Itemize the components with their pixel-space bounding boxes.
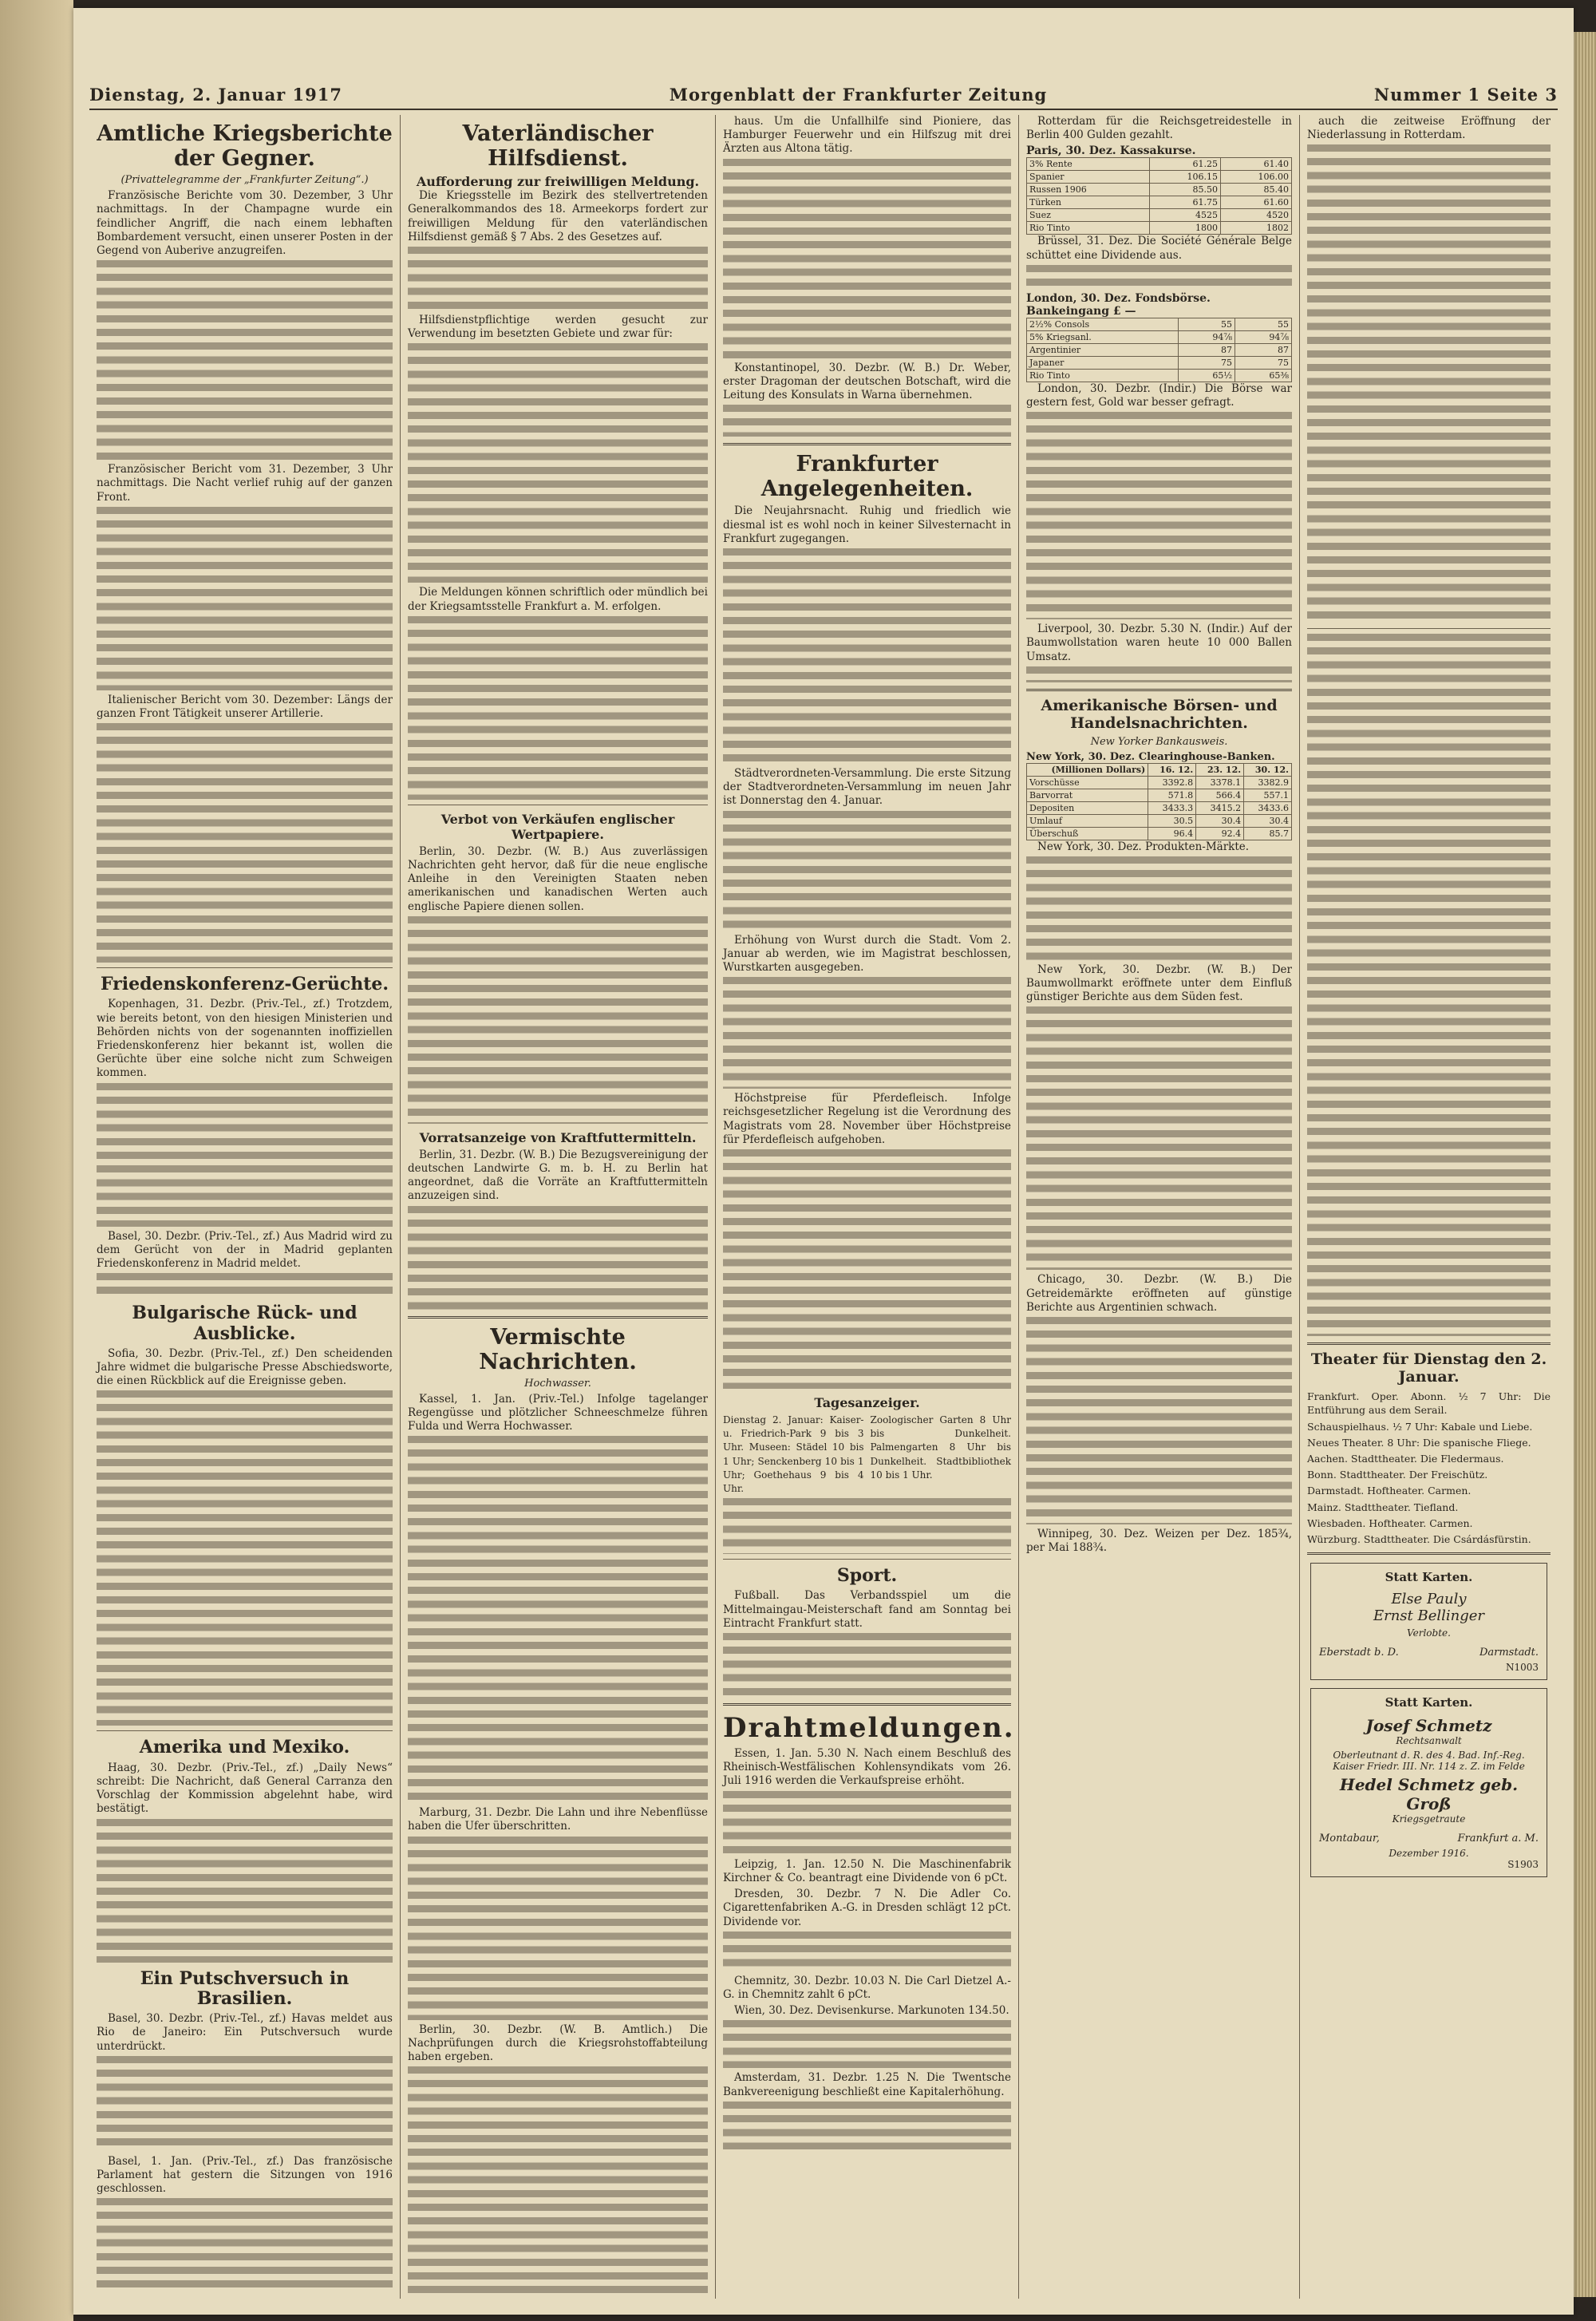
masthead-date: Dienstag, 2. Januar 1917 (89, 84, 342, 105)
table-cell: 85.50 (1150, 184, 1221, 196)
ny-clearing-table (1026, 763, 1292, 840)
article-paragraph: Basel, 1. Jan. (Priv.-Tel., zf.) Das französische Parlament hat gestern die Sitzungen von 1916 geschlossen. (97, 2154, 393, 2196)
article-paragraph: Marburg, 31. Dezbr. Die Lahn und ihre Nebenflüsse haben die Ufer überschritten. (408, 1806, 708, 1833)
table-cell: 85.7 (1244, 827, 1292, 840)
masthead-page-number: Nummer 1 Seite 3 (1373, 84, 1558, 105)
headline-america-mexico: Amerika und Mexiko. (139, 1737, 350, 1758)
table-cell: 1800 (1150, 222, 1221, 235)
wedding-notice (1310, 1688, 1547, 1877)
text-block (723, 2020, 1011, 2068)
headline-miscellaneous: Vermischte Nachrichten. (479, 1324, 637, 1374)
table-cell: 566.4 (1196, 789, 1244, 801)
article-paragraph: Leipzig, 1. Jan. 12.50 N. Die Maschinenfabrik Kirchner & Co. beantragt eine Dividende von 6 pCt. (723, 1857, 1011, 1884)
headline-brazil-putsch: Ein Putschversuch in Brasilien. (140, 1967, 350, 2009)
text-block (723, 548, 1011, 764)
notice-name: Else Pauly (1391, 1591, 1467, 1608)
notice-places (1319, 1833, 1539, 1845)
paris-row (1027, 209, 1292, 222)
table-cell: 87 (1235, 343, 1292, 356)
article-paragraph: Essen, 1. Jan. 5.30 N. Nach einem Beschluß des Rheinisch-Westfälischen Kohlensyndikats vom 26. Juli 1916 werden die Verkaufspreise erhöht. (723, 1747, 1011, 1788)
text-block (723, 1791, 1011, 1855)
table-cell: 3378.1 (1196, 776, 1244, 789)
text-block (1026, 666, 1292, 682)
column-4 (1019, 115, 1300, 2299)
table-cell: 96.4 (1148, 827, 1196, 840)
text-block (97, 1083, 393, 1227)
table-cell: Rio Tinto (1027, 222, 1150, 235)
subhead-war-reports: (Privattelegramme der „Frankfurter Zeitung“.) (120, 174, 369, 187)
table-cell: 30.5 (1148, 814, 1196, 827)
article-paragraph: Sofia, 30. Dezbr. (Priv.-Tel., zf.) Den scheidenden Jahre widmet die bulgarische Presse Abschiedsworte, die einen Rückblick auf die Ereignisse geben. (97, 1346, 393, 1388)
table-cell: Umlauf (1027, 814, 1148, 827)
columns (89, 115, 1558, 2299)
table-cell: 30.4 (1196, 814, 1244, 827)
text-block (723, 159, 1011, 358)
theater-listing: Wiesbaden. Hoftheater. Carmen. (1307, 1516, 1473, 1529)
table-cell: 61.75 (1150, 196, 1221, 209)
table-cell: 75 (1235, 356, 1292, 369)
text-block (97, 1819, 393, 1963)
table-cell: 61.25 (1150, 158, 1221, 171)
subhead-auxiliary-service: Aufforderung zur freiwilligen Meldung. (416, 174, 700, 190)
text-block (723, 2102, 1011, 2149)
article-paragraph: Wien, 30. Dez. Devisenkurse. Markunoten 134.50. (734, 2004, 1009, 2018)
table-cell: 3382.9 (1244, 776, 1292, 789)
table-cell: 85.40 (1221, 184, 1292, 196)
table-cell: 106.15 (1150, 171, 1221, 184)
ny-clearing-row (1027, 814, 1292, 827)
table-cell: 55 (1235, 318, 1292, 330)
article-paragraph: Hilfsdienstpflichtige werden gesucht zur Verwendung im besetzten Gebiete und zwar für: (408, 313, 708, 341)
headline-frankfurt-affairs: Frankfurter Angelegenheiten. (760, 452, 974, 502)
article-paragraph: Berlin, 30. Dezbr. (W. B.) Aus zuverlässigen Nachrichten geht hervor, daß für die neue englische Anleihe in den Vereinigten Staaten neben amerikanischen und kanadischen Werten auch englische Papiere dienen sollen. (408, 844, 708, 913)
table-cell: 3392.8 (1148, 776, 1196, 789)
subhead-flood: Hochwasser. (524, 1377, 591, 1390)
table-header-cell: (Millionen Dollars) (1027, 763, 1148, 776)
article-paragraph: Städtverordneten-Versammlung. Die erste Sitzung der Stadtverordneten-Versammlung im neuen Jahr ist Donnerstag den 4. Januar. (723, 766, 1011, 808)
notice-code: N1003 (1505, 1662, 1539, 1674)
article-paragraph: auch die zeitweise Eröffnung der Niederlassung in Rotterdam. (1307, 115, 1551, 142)
article-paragraph: New York, 30. Dezbr. (W. B.) Der Baumwollmarkt eröffnete unter dem Einfluß günstiger Berichte aus dem Süden fest. (1026, 963, 1292, 1004)
notice-place-right: Darmstadt. (1479, 1647, 1539, 1659)
article-paragraph: Haag, 30. Dezbr. (Priv.-Tel., zf.) „Daily News“ schreibt: Die Nachricht, daß General Carranza den Vorschlag der Kommission abgelehnt habe, wird bestätigt. (97, 1761, 393, 1816)
text-block (97, 2056, 393, 2152)
text-block (723, 1633, 1011, 1697)
table-cell: Argentinier (1027, 343, 1179, 356)
divider (1307, 1552, 1551, 1555)
table-cell: 55 (1179, 318, 1235, 330)
headline-theater: Theater für Dienstag den 2. Januar. (1310, 1350, 1547, 1386)
table-cell: 65½ (1179, 369, 1235, 382)
daily-listings (723, 1414, 1011, 1498)
text-block (1026, 856, 1292, 960)
divider (1307, 1342, 1551, 1345)
notice-name: Hedel Schmetz geb. Groß (1339, 1775, 1519, 1814)
headline-sport: Sport. (836, 1565, 898, 1587)
divider (1026, 689, 1292, 691)
article-paragraph: Liverpool, 30. Dezbr. 5.30 N. (Indir.) Auf der Baumwollstation waren heute 10 000 Ballen Umsatz. (1026, 623, 1292, 663)
article-paragraph: Die Meldungen können schriftlich oder mündlich bei der Kriegsamtsstelle Frankfurt a. M. erfolgen. (408, 586, 708, 613)
paris-row (1027, 196, 1292, 209)
table-cell: 106.00 (1221, 171, 1292, 184)
article-paragraph: Konstantinopel, 30. Dezbr. (W. B.) Dr. Weber, erster Dragoman der deutschen Botschaft, wird die Leitung des Konsulats in Warna übernehmen. (723, 361, 1011, 402)
table-cell: Suez (1027, 209, 1150, 222)
daily-listings-right: Zoologischer Garten 8 Uhr bis Dunkelheit. Palmengarten 8 Uhr bis Dunkelheit. Stadtbibliothek 10 bis 1 Uhr. (870, 1414, 1011, 1481)
text-block (1026, 265, 1292, 289)
notice-places (1319, 1647, 1539, 1659)
engagement-notice (1310, 1563, 1547, 1680)
headline-english-securities: Verbot von Verkäufen englischer Wertpapiere. (440, 811, 675, 842)
table-cell: Türken (1027, 196, 1150, 209)
text-block (97, 723, 393, 963)
article-paragraph: Höchstpreise für Pferdefleisch. Infolge reichsgesetzlicher Regelung ist die Verordnung des Magistrats vom 28. November über Höchstpreise für Pferdefleisch aufgehoben. (723, 1092, 1011, 1146)
notice-detail: Oberleutnant d. R. des 4. Bad. Inf.-Reg. Kaiser Friedr. III. Nr. 114 z. Z. im Felde (1333, 1750, 1525, 1773)
column-5 (1300, 115, 1558, 2299)
notice-title: Statt Karten. (1385, 1570, 1473, 1585)
table-cell: 3% Rente (1027, 158, 1150, 171)
text-block (408, 343, 708, 583)
text-block (97, 507, 393, 690)
page-left-edge (0, 0, 73, 2321)
text-block (408, 1436, 708, 1803)
article-paragraph: Basel, 30. Dezbr. (Priv.-Tel., zf.) Havas meldet aus Rio de Janeiro: Ein Putschversuch wurde unterdrückt. (97, 2012, 393, 2053)
article-paragraph: Die Neujahrsnacht. Ruhig und friedlich wie diesmal ist es wohl noch in keiner Silvesternacht in Frankfurt zugegangen. (723, 504, 1011, 545)
table-cell: Überschuß (1027, 827, 1148, 840)
table-cell: Russen 1906 (1027, 184, 1150, 196)
notice-name: Josef Schmetz (1365, 1716, 1492, 1736)
table-cell: 557.1 (1244, 789, 1292, 801)
text-block (408, 2066, 708, 2299)
table-cell: 1802 (1221, 222, 1292, 235)
ny-clearing-row (1027, 827, 1292, 840)
article-paragraph: Fußball. Das Verbandsspiel um die Mittelmaingau-Meisterschaft fand am Sonntag bei Eintracht Frankfurt statt. (723, 1589, 1011, 1630)
text-block (723, 405, 1011, 437)
notice-title: Statt Karten. (1385, 1695, 1473, 1710)
text-block (97, 260, 393, 460)
article-paragraph: Französische Berichte vom 30. Dezember, 3 Uhr nachmittags. In der Champagne wurde ein feindlicher Angriff, die nach einem lebhaften Bombardement versucht, einen unserer Posten in der Gegend von Auberive anzugreifen. (97, 189, 393, 257)
table-cell: Barvorrat (1027, 789, 1148, 801)
daily-listings-left: Dienstag 2. Januar: Kaiser- u. Friedrich-Park 9 bis 3 Uhr. Museen: Städel 10 bis 1 Uhr; Senckenberg 10 bis 1 Uhr; Goethehaus 9 bis 4 Uhr. (723, 1414, 864, 1494)
column-3 (716, 115, 1019, 2299)
text-block (408, 1206, 708, 1310)
notice-subtitle: Kriegsgetraute (1392, 1813, 1466, 1825)
article-paragraph: Kassel, 1. Jan. (Priv.-Tel.) Infolge tagelanger Regengüsse und plötzlicher Schneeschmelze führen Fulda und Werra Hochwasser. (408, 1392, 708, 1433)
table-cell: 3415.2 (1196, 801, 1244, 814)
article-paragraph: Berlin, 30. Dezbr. (W. B. Amtlich.) Die Nachprüfungen durch die Kriegsrohstoffabteilung haben ergeben. (408, 2022, 708, 2064)
text-block (97, 2198, 393, 2294)
london-row (1027, 369, 1292, 382)
ny-clearing-head: New York, 30. Dez. Clearinghouse-Banken. (1026, 750, 1275, 763)
table-cell: 4520 (1221, 209, 1292, 222)
text-block (723, 1149, 1011, 1389)
paris-exchange-head: Paris, 30. Dez. Kassakurse. (1026, 144, 1196, 158)
text-block (408, 916, 708, 1124)
article-paragraph: Erhöhung von Wurst durch die Stadt. Vom 2. Januar ab werden, wie im Magistrat beschlossen, Wurstkarten ausgegeben. (723, 933, 1011, 974)
text-block (1307, 144, 1551, 623)
article-paragraph: New York, 30. Dez. Produkten-Märkte. (1037, 840, 1250, 853)
article-paragraph: Die Kriegsstelle im Bezirk des stellvertretenden Generalkommandos des 18. Armeekorps fordert zur freiwilligen Meldung für den vaterländischen Hilfsdienst gemäß § 7 Abs. 2 des Gesetzes auf. (408, 189, 708, 243)
theater-listing: Mainz. Stadttheater. Tiefland. (1307, 1501, 1459, 1513)
text-block (723, 811, 1011, 931)
table-cell: 87 (1179, 343, 1235, 356)
table-cell: 92.4 (1196, 827, 1244, 840)
text-block (97, 1273, 393, 1297)
text-block (1026, 1317, 1292, 1524)
article-paragraph: Brüssel, 31. Dez. Die Société Générale Belge schüttet eine Dividende aus. (1026, 235, 1292, 262)
notice-role: Rechtsanwalt (1396, 1735, 1462, 1747)
table-cell: 5% Kriegsanl. (1027, 330, 1179, 343)
paris-row (1027, 158, 1292, 171)
table-header-cell: 23. 12. (1196, 763, 1244, 776)
article-paragraph: Chemnitz, 30. Dezbr. 10.03 N. Die Carl Dietzel A.-G. in Chemnitz zahlt 6 pCt. (723, 1974, 1011, 2001)
theater-listings (1307, 1390, 1551, 1546)
theater-listing: Darmstadt. Hoftheater. Carmen. (1307, 1485, 1472, 1497)
table-cell: 61.60 (1221, 196, 1292, 209)
article-paragraph: Amsterdam, 31. Dezbr. 1.25 N. Die Twentsche Bankvereenigung beschließt eine Kapitalerhöhung. (723, 2071, 1011, 2098)
table-cell: 571.8 (1148, 789, 1196, 801)
paris-row (1027, 184, 1292, 196)
table-cell: 94⅞ (1179, 330, 1235, 343)
notice-place-left: Eberstadt b. D. (1319, 1647, 1399, 1659)
table-cell: 61.40 (1221, 158, 1292, 171)
table-header-cell: 16. 12. (1148, 763, 1196, 776)
page-stack-edge (1570, 32, 1596, 2297)
text-block (1026, 1006, 1292, 1270)
notice-name: Ernst Bellinger (1373, 1607, 1485, 1625)
column-2 (401, 115, 716, 2299)
article-paragraph: Rotterdam für die Reichsgetreidestelle in Berlin 400 Gulden gezahlt. (1026, 115, 1292, 142)
text-block (1026, 412, 1292, 619)
table-cell: 3433.6 (1244, 801, 1292, 814)
table-cell: Spanier (1027, 171, 1150, 184)
table-cell: 30.4 (1244, 814, 1292, 827)
article-paragraph: Berlin, 31. Dezbr. (W. B.) Die Bezugsvereinigung der deutschen Landwirte G. m. b. H. zu Berlin hat angeordnet, daß die Vorräte an Kraftfuttermitteln anzuzeigen sind. (408, 1148, 708, 1203)
paris-row (1027, 171, 1292, 184)
table-cell: Japaner (1027, 356, 1179, 369)
headline-daily-listings: Tagesanzeiger. (814, 1394, 920, 1410)
divider (408, 1316, 708, 1319)
notice-status: Verlobte. (1407, 1627, 1451, 1639)
table-header-cell: 30. 12. (1244, 763, 1292, 776)
theater-listing: Würzburg. Stadttheater. Die Csárdásfürstin. (1307, 1532, 1531, 1545)
ny-clearing-row (1027, 776, 1292, 789)
text-block (723, 977, 1011, 1089)
table-cell: 94⅞ (1235, 330, 1292, 343)
table-cell: Rio Tinto (1027, 369, 1179, 382)
headline-american-exchange: Amerikanische Börsen- und Handelsnachrichten. (1041, 696, 1278, 732)
text-block (408, 247, 708, 310)
london-row (1027, 343, 1292, 356)
headline-bulgarian: Bulgarische Rück- und Ausblicke. (132, 1303, 358, 1344)
article-paragraph: London, 30. Dezbr. (Indir.) Die Börse war gestern fest, Gold war besser gefragt. (1026, 382, 1292, 409)
table-cell: Depositen (1027, 801, 1148, 814)
newspaper-page (73, 8, 1574, 2315)
divider (97, 1730, 393, 1731)
divider (723, 1559, 1011, 1560)
paris-row (1027, 222, 1292, 235)
ny-clearing-row (1027, 789, 1292, 801)
theater-listing: Aachen. Stadttheater. Die Fledermaus. (1307, 1452, 1504, 1465)
headline-feed-stock: Vorratsanzeige von Kraftfuttermitteln. (419, 1129, 697, 1145)
divider (1307, 628, 1551, 629)
paris-exchange-table (1026, 157, 1292, 235)
subhead-ny-bank-statement: New Yorker Bankausweis. (1090, 735, 1228, 748)
table-cell: 2½% Consols (1027, 318, 1179, 330)
article-paragraph: Kopenhagen, 31. Dezbr. (Priv.-Tel., zf.) Trotzdem, wie bereits betont, von den hiesigen Ministerien und Behörden nichts von der sogenannten inoffiziellen Friedenskonferenz hier bekannt ist, wollen die Gerüchte über eine solche nicht zum Schweigen kommen. (97, 998, 393, 1080)
text-block (1307, 634, 1551, 1336)
theater-listing: Neues Theater. 8 Uhr: Die spanische Fliege. (1307, 1436, 1531, 1449)
article-paragraph: Französischer Bericht vom 31. Dezember, 3 Uhr nachmittags. Die Nacht verlief ruhig auf der ganzen Front. (97, 463, 393, 504)
headline-wire-reports: Drahtmeldungen. (723, 1712, 1015, 1745)
text-block (97, 1390, 393, 1726)
table-cell: 4525 (1150, 209, 1221, 222)
divider (723, 1703, 1011, 1706)
theater-listing: Schauspielhaus. ½ 7 Uhr: Kabale und Liebe. (1307, 1420, 1533, 1433)
ny-clearing-row (1027, 801, 1292, 814)
theater-listing: Frankfurt. Oper. Abonn. ½ 7 Uhr: Die Entführung aus dem Serail. (1307, 1390, 1551, 1417)
table-cell: 3433.3 (1148, 801, 1196, 814)
article-paragraph: Italienischer Bericht vom 30. Dezember: Längs der ganzen Front Tätigkeit unserer Artillerie. (97, 693, 393, 720)
column-1 (89, 115, 401, 2299)
article-paragraph: Basel, 30. Dezbr. (Priv.-Tel., zf.) Aus Madrid wird zu dem Gerücht von der in Madrid geplanten Friedenskonferenz in Madrid meldet. (97, 1229, 393, 1271)
notice-code: S1903 (1507, 1859, 1539, 1871)
text-block (723, 1498, 1011, 1554)
article-paragraph: Winnipeg, 30. Dez. Weizen per Dez. 185¾, per Mai 188¾. (1026, 1527, 1292, 1555)
notice-place-left: Montabaur, (1319, 1833, 1380, 1845)
london-exchange-table (1026, 318, 1292, 382)
table-cell: 65⅜ (1235, 369, 1292, 382)
text-block (723, 1932, 1011, 1971)
divider (723, 443, 1011, 445)
theater-listing: Bonn. Stadttheater. Der Freischütz. (1307, 1469, 1488, 1481)
notice-date: Dezember 1916. (1389, 1848, 1469, 1860)
article-paragraph: haus. Um die Unfallhilfe sind Pioniere, das Hamburger Feuerwehr und ein Hilfszug mit drei Ärzten aus Altona tätig. (723, 115, 1011, 156)
masthead (89, 80, 1558, 110)
london-row (1027, 330, 1292, 343)
text-block (408, 616, 708, 800)
article-paragraph: Chicago, 30. Dezbr. (W. B.) Die Getreidemärkte eröffneten auf günstige Berichte aus Argentinien schwach. (1026, 1273, 1292, 1314)
article-paragraph: Dresden, 30. Dezbr. 7 N. Die Adler Co. Cigarettenfabriken A.-G. in Dresden schlägt 12 pCt. Dividende vor. (723, 1888, 1011, 1928)
table-cell: 75 (1179, 356, 1235, 369)
headline-auxiliary-service: Vaterländischer Hilfsdienst. (462, 121, 654, 172)
divider (97, 967, 393, 968)
notice-place-right: Frankfurt a. M. (1457, 1833, 1539, 1845)
headline-war-reports: Amtliche Kriegsberichte der Gegner. (97, 121, 393, 172)
masthead-title: Morgenblatt der Frankfurter Zeitung (669, 84, 1048, 105)
table-cell: Vorschüsse (1027, 776, 1148, 789)
headline-peace-conference: Friedenskonferenz-Gerüchte. (100, 974, 389, 995)
london-row (1027, 318, 1292, 330)
london-row (1027, 356, 1292, 369)
text-block (408, 1837, 708, 2020)
london-exchange-head: London, 30. Dez. Fondsbörse. Bankeingang £ — (1026, 291, 1211, 318)
